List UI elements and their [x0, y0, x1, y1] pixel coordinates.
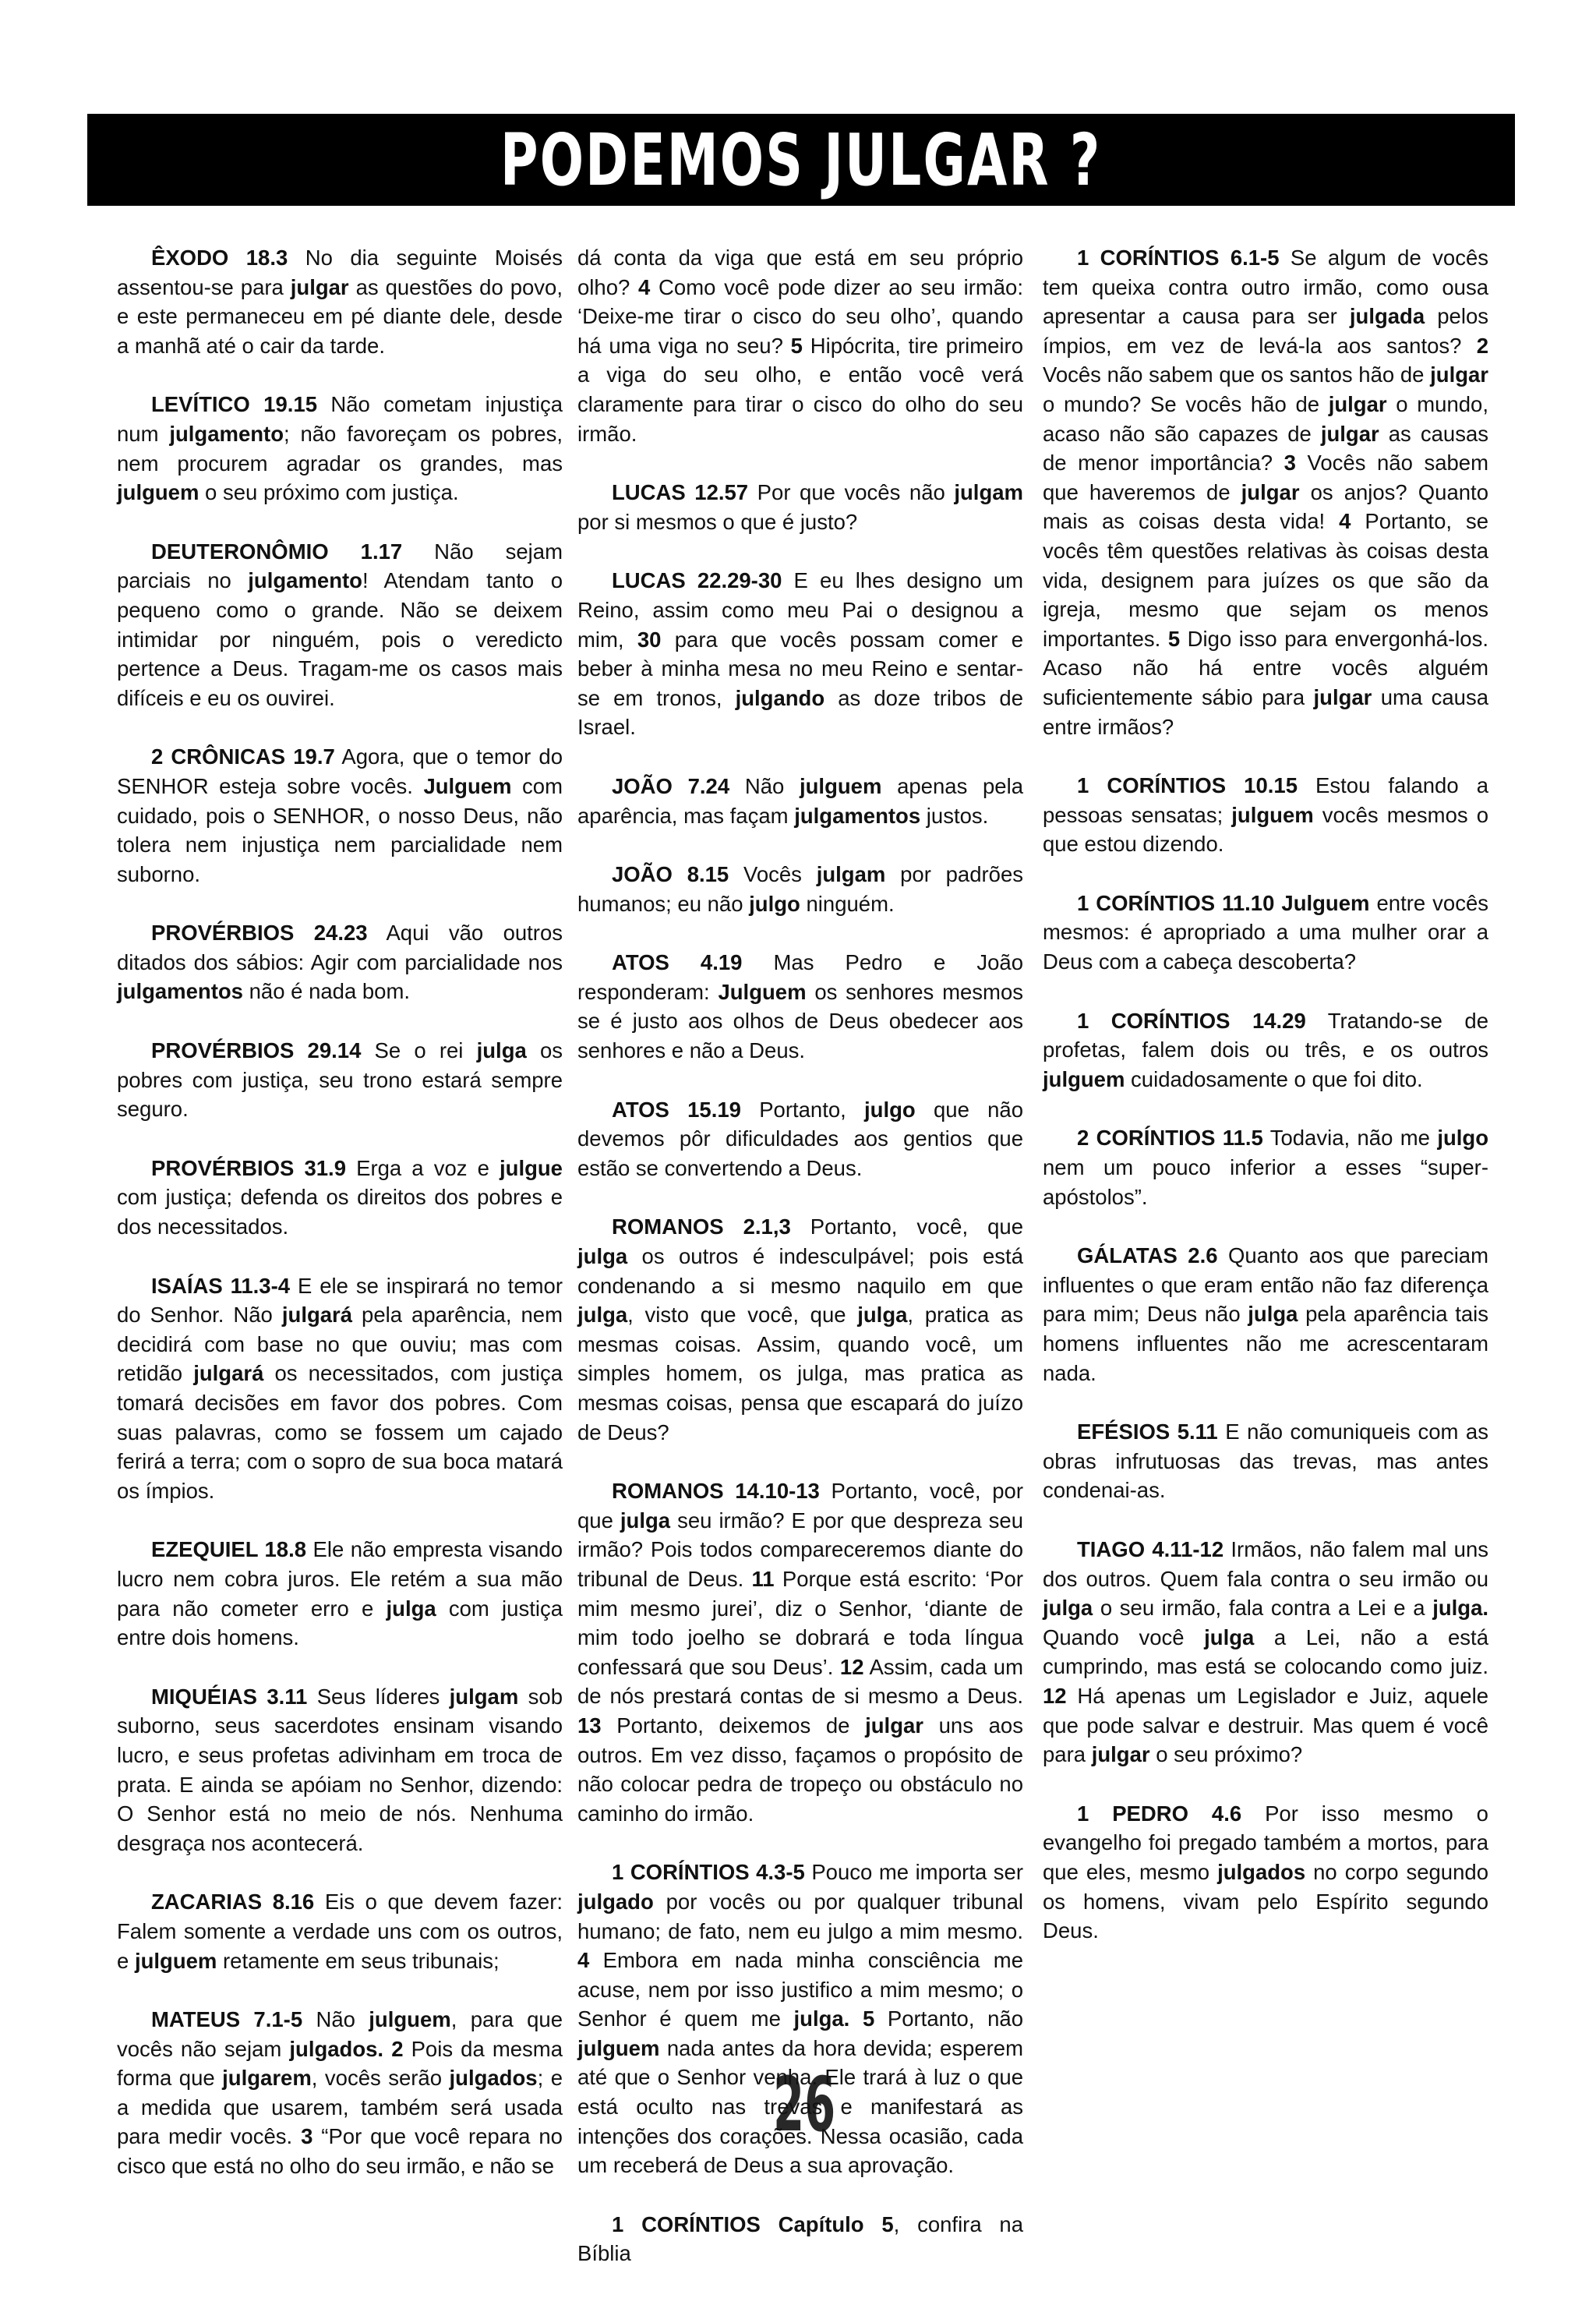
- emphasis-text: julgados: [1217, 1859, 1306, 1884]
- emphasis-text: julgamentos: [794, 803, 921, 828]
- verse-text: o seu próximo?: [1149, 1742, 1303, 1767]
- emphasis-text: julgar: [290, 274, 349, 299]
- verse-text: Eis o que devem fazer: Falem somente a verdade uns com os outros, e: [117, 1890, 563, 1973]
- emphasis-text: 13: [577, 1713, 602, 1738]
- verse-reference: LEVÍTICO 19.15: [151, 392, 317, 417]
- verse-reference: JOÃO 7.24: [612, 773, 730, 798]
- verse-text: Todavia, não me: [1262, 1126, 1438, 1151]
- verse-text: Portanto, você, que: [790, 1214, 1023, 1239]
- column-1: [117, 243, 563, 2211]
- emphasis-text: julga: [1043, 1596, 1093, 1621]
- verse-reference: EFÉSIOS 5.11: [1077, 1419, 1218, 1444]
- verse-text: por padrões humanos; eu não: [577, 862, 1023, 916]
- title-banner: [87, 114, 1515, 206]
- emphasis-text: julga.: [793, 2006, 850, 2031]
- emphasis-text: julgue: [500, 1155, 563, 1180]
- verse-paragraph: [577, 1476, 1023, 1828]
- emphasis-text: Julguem: [1281, 890, 1370, 915]
- verse-paragraph: [1043, 243, 1488, 741]
- verse-text: dá conta da viga que está em seu próprio olho?: [577, 246, 1023, 299]
- emphasis-text: julgado: [577, 1889, 654, 1914]
- emphasis-text: julga: [857, 1303, 908, 1328]
- emphasis-text: julgo: [864, 1097, 916, 1122]
- verse-text: Não: [729, 773, 800, 798]
- verse-paragraph: [117, 1535, 563, 1652]
- emphasis-text: julgar: [1328, 391, 1387, 416]
- verse-text: o seu irmão, fala contra a Lei e a: [1093, 1596, 1433, 1621]
- verse-text: pela aparência, nem decidirá com base no que ouviu; mas com retidão: [117, 1303, 563, 1386]
- verse-paragraph: [117, 1887, 563, 1975]
- emphasis-text: 2: [391, 2036, 404, 2061]
- verse-text: Digo isso para envergonhá-los. Acaso não há entre vocês alguém suficientemente sábio para: [1043, 626, 1488, 709]
- verse-text: pelos ímpios, em vez de levá-la aos santos?: [1043, 304, 1488, 358]
- emphasis-text: 5: [862, 2006, 875, 2031]
- verse-text: para que vocês possam comer e beber à minha mesa no meu Reino e sentar-se em tronos,: [577, 627, 1023, 710]
- emphasis-text: julguem: [369, 2007, 451, 2032]
- emphasis-text: julgar: [1313, 684, 1372, 709]
- verse-text: Estou falando a pessoas sensatas;: [1043, 773, 1488, 827]
- emphasis-text: 5: [790, 333, 803, 358]
- verse-reference: EZEQUIEL 18.8: [151, 1537, 307, 1562]
- emphasis-text: julgar: [1430, 362, 1488, 387]
- verse-paragraph: [1043, 1799, 1488, 1946]
- verse-text: os pobres com justiça, seu trono estará sempre seguro.: [117, 1038, 563, 1122]
- verse-paragraph: [1043, 1417, 1488, 1505]
- emphasis-text: 4: [1339, 509, 1351, 534]
- verse-text: Portanto, deixemos de: [601, 1713, 866, 1738]
- verse-text: Embora em nada minha consciência me acuse, nem por isso justifico a mim mesmo; o Senhor é quem me: [577, 1948, 1023, 2031]
- verse-text: , confira na Bíblia: [577, 2211, 1023, 2266]
- verse-text: apenas pela aparência, mas façam: [577, 773, 1023, 828]
- verse-text: por si mesmos o que é justo?: [577, 509, 858, 534]
- verse-text: com justiça entre dois homens.: [117, 1596, 563, 1650]
- verse-text: as doze tribos de Israel.: [577, 685, 1023, 740]
- verse-text: nada antes da hora devida; esperem até que o Senhor venha. Ele trará à luz o que está oculto nas trevas e manifestará as intenções dos corações. Nessa ocasião, cada um receberá de Deus a sua aprovação.: [577, 2035, 1023, 2178]
- emphasis-text: julga: [577, 1303, 628, 1328]
- emphasis-text: 30: [637, 627, 662, 652]
- emphasis-text: julgamentos: [117, 979, 243, 1004]
- emphasis-text: Julguem: [423, 773, 512, 798]
- emphasis-text: julguem: [134, 1948, 217, 1973]
- verse-paragraph: [1043, 771, 1488, 859]
- verse-text: Agora, que o temor do SENHOR esteja sobre vocês.: [117, 744, 563, 798]
- verse-text: Porque está escrito: ‘Por mim mesmo jurei’, diz o Senhor, ‘diante de mim todo joelho se dobrará e toda língua confessará que sou Deus’.: [577, 1566, 1024, 1679]
- verse-reference: 1 CORÍNTIOS 11.10: [1077, 890, 1275, 915]
- column-3: [1043, 243, 1488, 1975]
- emphasis-text: julgados.: [289, 2036, 384, 2061]
- verse-text: Como você pode dizer ao seu irmão: ‘Deixe-me tirar o cisco do seu olho’, quando há uma viga no seu?: [577, 274, 1023, 358]
- emphasis-text: julgo: [749, 891, 800, 916]
- verse-paragraph: [117, 537, 563, 713]
- verse-paragraph: [577, 1095, 1023, 1183]
- verse-text: ; não favoreçam os pobres, nem procurem agradar os grandes, mas: [117, 421, 563, 476]
- verse-text: pela aparência tais homens influentes não me acrescentaram nada.: [1043, 1302, 1488, 1385]
- emphasis-text: 4: [577, 1948, 590, 1973]
- verse-text: Portanto,: [740, 1097, 865, 1122]
- verse-text: Se algum de vocês tem queixa contra outro irmão, como ousa apresentar a causa para ser: [1043, 246, 1488, 329]
- verse-text: ! Atendam tanto o pequeno como o grande. Não se deixem intimidar por ninguém, pois o veredicto pertence a Deus. Tragam-me os casos mais difíceis e eu os ouvirei.: [117, 568, 563, 710]
- verse-reference: TIAGO 4.11-12: [1077, 1536, 1224, 1561]
- emphasis-text: julga: [1248, 1302, 1298, 1327]
- verse-text: com justiça; defenda os direitos dos pobres e dos necessitados.: [117, 1185, 563, 1239]
- verse-text: entre vocês mesmos: é apropriado a uma mulher orar a Deus com a cabeça descoberta?: [1043, 890, 1489, 974]
- verse-text: os senhores mesmos se é justo aos olhos de Deus obedecer aos senhores e não a Deus.: [577, 979, 1023, 1063]
- emphasis-text: julga: [1204, 1625, 1255, 1649]
- verse-text: Vocês não sabem que haveremos de: [1043, 451, 1488, 504]
- verse-text: o mundo? Se vocês hão de: [1043, 391, 1329, 416]
- emphasis-text: julga: [476, 1038, 527, 1063]
- verse-text: o mundo, acaso não são capazes de: [1043, 391, 1488, 446]
- emphasis-text: julga: [620, 1508, 671, 1533]
- emphasis-text: julgar: [1241, 479, 1300, 504]
- verse-reference: ATOS 4.19: [612, 950, 743, 975]
- emphasis-text: 12: [1043, 1683, 1067, 1708]
- verse-paragraph: [117, 1271, 563, 1506]
- verse-text: vocês mesmos o que estou dizendo.: [1043, 802, 1488, 857]
- emphasis-text: julgando: [735, 685, 825, 710]
- verse-paragraph: [577, 243, 1023, 448]
- verse-paragraph: [117, 390, 563, 507]
- verse-text: retamente em seus tribunais;: [217, 1948, 500, 1973]
- verse-text: ninguém.: [800, 891, 895, 916]
- emphasis-text: julgarem: [222, 2066, 312, 2091]
- verse-paragraph: [117, 243, 563, 360]
- verse-text: , vocês serão: [311, 2066, 450, 2091]
- verse-text: Seus líderes: [307, 1684, 450, 1709]
- verse-text: que não devemos pôr dificuldades aos gentios que estão se convertendo a Deus.: [577, 1097, 1024, 1180]
- verse-text: uns aos outros. Em vez disso, façamos o propósito de não colocar pedra de tropeço ou obstáculo no caminho do irmão.: [577, 1713, 1023, 1826]
- verse-text: cuidadosamente o que foi dito.: [1125, 1066, 1423, 1091]
- verse-text: uma causa entre irmãos?: [1043, 684, 1488, 739]
- verse-text: Vocês não sabem que os santos hão de: [1043, 362, 1431, 387]
- emphasis-text: julguem: [577, 2035, 660, 2060]
- verse-reference: ROMANOS 2.1,3: [612, 1214, 791, 1239]
- emphasis-text: 12: [839, 1654, 864, 1679]
- verse-paragraph: [577, 566, 1023, 742]
- verse-reference: ÊXODO 18.3: [151, 246, 288, 270]
- verse-text: Portanto, não: [874, 2006, 1023, 2031]
- verse-reference: LUCAS 22.29-30: [612, 568, 782, 593]
- emphasis-text: julgamento: [169, 421, 284, 446]
- verse-paragraph: [577, 1212, 1023, 1447]
- verse-paragraph: [577, 2210, 1023, 2268]
- verse-paragraph: [1043, 1006, 1488, 1094]
- verse-text: E eu lhes designo um Reino, assim como meu Pai o designou a mim,: [577, 568, 1023, 652]
- emphasis-text: 11: [751, 1566, 775, 1591]
- verse-text: Não: [302, 2007, 369, 2032]
- emphasis-text: julgo: [1437, 1126, 1488, 1151]
- verse-reference: ROMANOS 14.10-13: [612, 1479, 820, 1504]
- verse-text: Assim, cada um de nós prestará contas de si mesmo a Deus.: [577, 1654, 1023, 1709]
- emphasis-text: julguem: [117, 480, 200, 505]
- verse-reference: PROVÉRBIOS 29.14: [151, 1038, 362, 1063]
- page-number: 26: [773, 2061, 836, 2148]
- verse-text: Não sejam parciais no: [117, 539, 563, 593]
- emphasis-text: julgados: [449, 2066, 538, 2091]
- emphasis-text: julguem: [799, 773, 882, 798]
- emphasis-text: julgará: [193, 1361, 264, 1386]
- verse-text: “Por que você repara no cisco que está no olho do seu irmão, e não se: [117, 2124, 563, 2179]
- emphasis-text: 4: [638, 274, 651, 299]
- emphasis-text: 2: [1476, 333, 1488, 358]
- verse-reference: 1 CORÍNTIOS 4.3-5: [612, 1860, 805, 1885]
- verse-paragraph: [117, 742, 563, 889]
- verse-paragraph: [577, 772, 1023, 830]
- verse-text: [849, 2006, 863, 2031]
- page-title: PODEMOS JULGAR ?: [500, 118, 1102, 202]
- verse-paragraph: [117, 2005, 563, 2181]
- verse-text: a Lei, não a está cumprindo, mas está se colocando como juiz.: [1043, 1625, 1488, 1679]
- verse-paragraph: [577, 948, 1023, 1065]
- verse-text: Vocês: [729, 862, 817, 887]
- verse-paragraph: [1043, 1241, 1488, 1388]
- verse-text: Pouco me importa ser: [804, 1860, 1023, 1885]
- verse-reference: ISAÍAS 11.3-4: [151, 1273, 291, 1298]
- verse-text: , pratica as mesmas coisas. Assim, quando você, um simples homem, os julga, mas pratica as mesmas coisas, pensa que escapará do juízo de Deus?: [577, 1303, 1023, 1444]
- verse-paragraph: [117, 1682, 563, 1858]
- emphasis-text: 3: [1284, 451, 1296, 476]
- verse-text: Se o rei: [361, 1038, 477, 1063]
- verse-reference: 1 PEDRO 4.6: [1077, 1801, 1242, 1826]
- verse-text: Mas Pedro e João responderam:: [577, 950, 1023, 1004]
- column-2: [577, 243, 1023, 2298]
- verse-text: com cuidado, pois o SENHOR, o nosso Deus, não tolera nem injustiça nem parcialidade nem suborno.: [117, 773, 563, 886]
- verse-text: o seu próximo com justiça.: [199, 480, 459, 505]
- verse-reference: 1 CORÍNTIOS 10.15: [1077, 773, 1298, 798]
- verse-text: E ele se inspirará no temor do Senhor. Não: [117, 1273, 563, 1328]
- verse-text: no corpo segundo os homens, vivam pelo Espírito segundo Deus.: [1043, 1859, 1488, 1943]
- emphasis-text: julgada: [1349, 304, 1425, 329]
- verse-text: , para que vocês não sejam: [117, 2007, 563, 2061]
- verse-reference: PROVÉRBIOS 24.23: [151, 921, 368, 946]
- verse-text: Por que vocês não: [748, 480, 955, 505]
- verse-paragraph: [577, 860, 1023, 918]
- verse-reference: 1 CORÍNTIOS Capítulo 5: [612, 2211, 894, 2236]
- emphasis-text: julgam: [954, 480, 1023, 505]
- verse-text: Erga a voz e: [346, 1155, 500, 1180]
- verse-text: Portanto, se vocês têm questões relativas às coisas desta vida, designem para juízes os que são da igreja, mesmo que sejam os menos importantes.: [1043, 509, 1488, 651]
- verse-text: não é nada bom.: [242, 979, 411, 1004]
- verse-reference: 2 CRÔNICAS 19.7: [151, 744, 335, 769]
- verse-reference: 2 CORÍNTIOS 11.5: [1077, 1126, 1263, 1151]
- verse-text: [383, 2037, 391, 2061]
- emphasis-text: Julguem: [718, 979, 807, 1004]
- emphasis-text: julgam: [449, 1684, 519, 1709]
- emphasis-text: julgar: [865, 1713, 923, 1738]
- verse-text: Portanto, você, por que: [577, 1479, 1023, 1533]
- verse-paragraph: [117, 918, 563, 1006]
- verse-text: justos.: [920, 803, 989, 828]
- verse-text: No dia seguinte Moisés assentou-se para: [117, 246, 563, 299]
- verse-text: sob suborno, seus sacerdotes ensinam visando lucro, e seus profetas adivinham em troca de prata. E ainda se apóiam no Senhor, dizendo: O Senhor está no meio de nós. Nenhuma desgraça nos acontecerá.: [117, 1684, 563, 1855]
- emphasis-text: 5: [1167, 626, 1181, 651]
- verse-paragraph: [1043, 1535, 1488, 1769]
- emphasis-text: 3: [301, 2124, 313, 2149]
- verse-reference: LUCAS 12.57: [612, 480, 749, 505]
- verse-text: Ele não empresta visando lucro nem cobra juros. Ele retém a sua mão para não cometer erro e: [117, 1537, 563, 1621]
- emphasis-text: julga: [386, 1596, 436, 1621]
- verse-text: Quando você: [1043, 1625, 1205, 1649]
- verse-text: Tratando-se de profetas, falem dois ou três, e os outros: [1043, 1008, 1488, 1062]
- verse-paragraph: [1043, 1123, 1488, 1211]
- emphasis-text: julgar: [1320, 421, 1379, 446]
- emphasis-text: julguem: [1231, 802, 1314, 827]
- verse-text: os anjos? Quanto mais as coisas desta vida!: [1043, 479, 1488, 534]
- verse-text: as causas de menor importância?: [1043, 421, 1488, 476]
- verse-reference: ZACARIAS 8.16: [151, 1890, 315, 1914]
- verse-reference: GÁLATAS 2.6: [1077, 1243, 1218, 1268]
- verse-text: Quanto aos que pareciam influentes o que eram então não faz diferença para mim; Deus não: [1043, 1243, 1489, 1327]
- emphasis-text: julgamento: [248, 568, 362, 593]
- verse-text: Pois da mesma forma que: [117, 2036, 563, 2091]
- verse-paragraph: [117, 1036, 563, 1124]
- verse-text: Irmãos, não falem mal uns dos outros. Quem fala contra o seu irmão ou: [1043, 1536, 1488, 1591]
- verse-text: ; e a medida que usarem, também será usada para medir vocês.: [117, 2066, 563, 2149]
- emphasis-text: julguem: [1043, 1066, 1125, 1091]
- emphasis-text: julga: [577, 1244, 628, 1269]
- verse-text: nem um pouco inferior a esses “super-apóstolos”.: [1043, 1155, 1488, 1209]
- verse-reference: MIQUÉIAS 3.11: [151, 1684, 308, 1709]
- verse-reference: MATEUS 7.1-5: [151, 2007, 303, 2032]
- emphasis-text: julga.: [1432, 1596, 1488, 1621]
- emphasis-text: julgam: [816, 862, 886, 887]
- verse-text: por vocês ou por qualquer tribunal humano; de fato, nem eu julgo a mim mesmo.: [577, 1889, 1023, 1943]
- verse-text: os outros é indesculpável; pois está condenando a si mesmo naquilo em que: [577, 1244, 1023, 1298]
- emphasis-text: julgará: [281, 1303, 353, 1328]
- verse-paragraph: [577, 478, 1023, 536]
- verse-text: , visto que você, que: [627, 1303, 858, 1328]
- verse-text: seu irmão? E por que despreza seu irmão? Pois todos compareceremos diante do tribunal de Deus.: [577, 1508, 1023, 1591]
- verse-text: Aqui vão outros ditados dos sábios: Agir com parcialidade nos: [117, 921, 563, 974]
- verse-reference: ATOS 15.19: [612, 1097, 741, 1122]
- verse-reference: 1 CORÍNTIOS 14.29: [1077, 1008, 1306, 1033]
- verse-paragraph: [117, 1154, 563, 1242]
- verse-paragraph: [1043, 889, 1488, 977]
- verse-text: as questões do povo, e este permaneceu em pé diante dele, desde a manhã até o cair da tarde.: [117, 274, 563, 358]
- verse-text: E não comuniqueis com as obras infrutuosas das trevas, mas antes condenai-as.: [1043, 1419, 1488, 1503]
- verse-text: Por isso mesmo o evangelho foi pregado também a mortos, para que eles, mesmo: [1043, 1801, 1488, 1884]
- verse-text: Há apenas um Legislador e Juiz, aquele que pode salvar e destruir. Mas quem é você para: [1043, 1683, 1488, 1767]
- verse-reference: 1 CORÍNTIOS 6.1-5: [1077, 246, 1280, 270]
- verse-text: os necessitados, com justiça tomará decisões em favor dos pobres. Com suas palavras, como se fossem um cajado ferirá a terra; com o sopro de sua boca matará os ímpios.: [117, 1361, 563, 1503]
- emphasis-text: julgar: [1091, 1742, 1150, 1767]
- verse-reference: JOÃO 8.15: [612, 862, 729, 887]
- verse-reference: PROVÉRBIOS 31.9: [151, 1155, 346, 1180]
- verse-text: Não cometam injustiça num: [117, 392, 563, 446]
- verse-reference: DEUTERONÔMIO 1.17: [151, 539, 403, 564]
- verse-text: Hipócrita, tire primeiro a viga do seu olho, e então você verá claramente para tirar o cisco do olho do seu irmão.: [577, 333, 1023, 446]
